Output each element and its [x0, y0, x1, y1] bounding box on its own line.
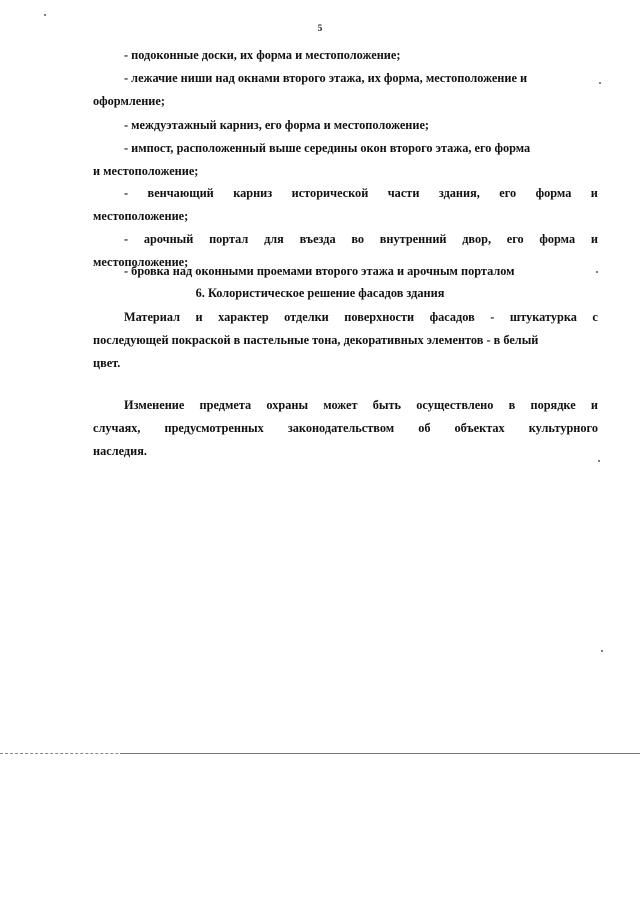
word: Изменение: [124, 398, 185, 412]
word: осуществлено: [416, 398, 494, 412]
list-item-arch-portal-cont: местоположение;: [93, 255, 189, 269]
word: случаях,: [93, 421, 141, 435]
word: и: [590, 186, 598, 200]
list-item-impost: - импост, расположенный выше середины окон второго этажа, его форма: [124, 141, 531, 155]
word: об: [418, 421, 431, 435]
word: с: [592, 310, 598, 324]
list-item-cornice: - междуэтажный карниз, его форма и местоположение;: [124, 118, 430, 132]
list-item-crowning-cornice-cont: местоположение;: [93, 209, 189, 223]
word: внутренний: [379, 232, 447, 246]
word: порядке: [530, 398, 576, 412]
word: портал: [209, 232, 249, 246]
list-item-niches-cont: оформление;: [93, 94, 165, 108]
paragraph-1-line-3: цвет.: [93, 356, 121, 370]
word: форма: [539, 232, 576, 246]
word: предусмотренных: [164, 421, 264, 435]
word: характер: [218, 310, 269, 324]
word: и: [590, 232, 598, 246]
word: может: [323, 398, 358, 412]
word: и: [195, 310, 203, 324]
word: -: [124, 186, 129, 200]
paragraph-2-line-2: [93, 417, 598, 440]
list-item-impost-cont: и местоположение;: [93, 164, 199, 178]
paragraph-2-line-3: наследия.: [93, 444, 147, 458]
word: здания,: [438, 186, 480, 200]
paragraph-2-line-1: [124, 394, 598, 417]
word: карниз: [233, 186, 273, 200]
word: законодательством: [287, 421, 395, 435]
word: и: [590, 398, 598, 412]
word: для: [264, 232, 284, 246]
word: исторической: [291, 186, 369, 200]
scan-line: [120, 753, 640, 754]
word: форма: [535, 186, 572, 200]
list-item-sills: - подоконные доски, их форма и местоположение;: [124, 48, 401, 62]
word: его: [499, 186, 517, 200]
list-item-brow: - бровка над оконными проемами второго этажа и арочным порталом: [124, 264, 515, 278]
word: отделки: [284, 310, 329, 324]
word: фасадов: [429, 310, 475, 324]
paragraph-1-line-2: последующей покраской в пастельные тона, декоративных элементов - в белый: [93, 333, 539, 347]
word: быть: [372, 398, 402, 412]
list-item-crowning-cornice: [124, 182, 598, 205]
word: охраны: [266, 398, 309, 412]
scan-speck: [44, 14, 46, 16]
word: предмета: [199, 398, 252, 412]
word: его: [506, 232, 524, 246]
scan-speck: [598, 460, 600, 462]
word: въезда: [299, 232, 336, 246]
list-item-arch-portal: [124, 228, 598, 251]
word: -: [124, 232, 129, 246]
word: -: [490, 310, 495, 324]
scan-speck: [596, 271, 598, 273]
paragraph-1-line-1: [124, 306, 598, 329]
word: арочный: [143, 232, 194, 246]
word: объектах: [454, 421, 505, 435]
word: во: [351, 232, 365, 246]
word: штукатурка: [509, 310, 577, 324]
word: венчающий: [147, 186, 214, 200]
scan-speck: [599, 82, 601, 84]
word: поверхности: [344, 310, 415, 324]
word: культурного: [528, 421, 598, 435]
word: в: [508, 398, 516, 412]
section-heading: 6. Колористическое решение фасадов здания: [195, 286, 445, 300]
word: Материал: [124, 310, 181, 324]
list-item-niches: - лежачие ниши над окнами второго этажа, их форма, местоположение и: [124, 71, 528, 85]
word: части: [387, 186, 420, 200]
word: двор,: [462, 232, 492, 246]
page-number: 5: [317, 23, 323, 33]
scan-speck: [601, 650, 603, 652]
